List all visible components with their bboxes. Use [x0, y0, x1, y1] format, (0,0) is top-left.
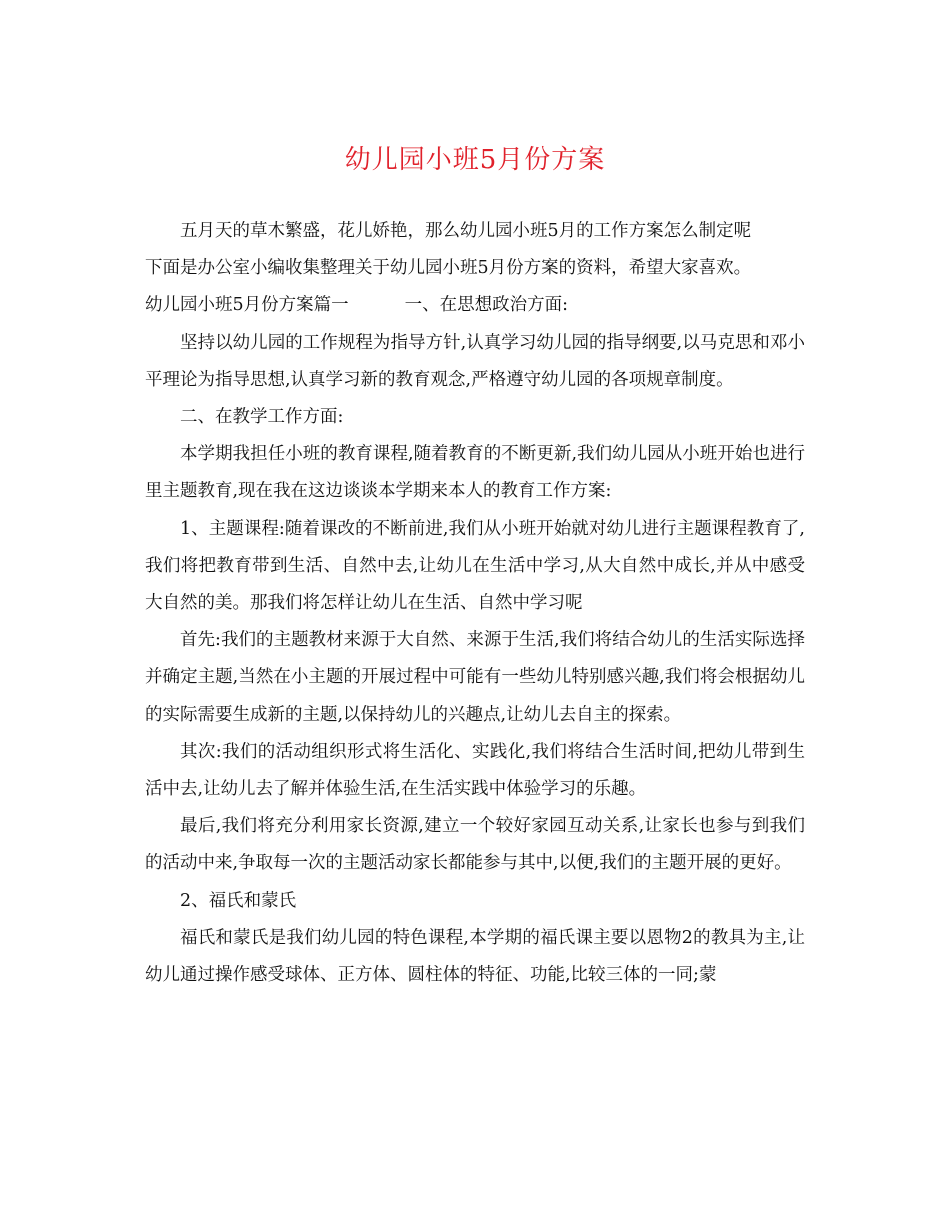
- paragraph: 首先:我们的主题教材来源于大自然、来源于生活,我们将结合幼儿的生活实际选择并确定主题,当然在小主题的开展过程中可能有一些幼儿特别感兴趣,我们将会根据幼儿的实际需要生成新的主题,以保持幼儿的兴趣点,让幼儿去自主的探索。: [145, 630, 805, 725]
- intro-line-1: 五月天的草木繁盛，花儿娇艳，那么幼儿园小班5月的工作方案怎么制定呢: [180, 221, 752, 241]
- heading-teaching: 二、在教学工作方面:: [180, 407, 344, 428]
- heading-montessori: 2、福氏和蒙氏: [180, 890, 297, 911]
- document-title: 幼儿园小班5月份方案: [344, 145, 606, 175]
- paragraph: 1、主题课程:随着课改的不断前进,我们从小班开始就对幼儿进行主题课程教育了,我们将把教育带到生活、自然中去,让幼儿在生活中学习,从大自然中成长,并从中感受大自然的美。那我们将怎样让幼儿在生活、自然中学习呢: [145, 518, 805, 614]
- paragraph: 最后,我们将充分利用家长资源,建立一个较好家园互动关系,让家长也参与到我们的活动中来,争取每一次的主题活动家长都能参与其中,以便,我们的主题开展的更好。: [145, 816, 805, 874]
- section-title: 幼儿园小班5月份方案篇一: [145, 295, 349, 316]
- paragraph: 福氏和蒙氏是我们幼儿园的特色课程,本学期的福氏课主要以恩物2的教具为主,让幼儿通过操作感受球体、正方体、圆柱体的特征、功能,比较三体的一同;蒙: [145, 927, 805, 986]
- paragraph: 坚持以幼儿园的工作规程为指导方针,认真学习幼儿园的指导纲要,以马克思和邓小平理论为指导思想,认真学习新的教育观念,严格遵守幼儿园的各项规章制度。: [145, 332, 805, 390]
- section-heading-politics: 一、在思想政治方面:: [404, 295, 569, 316]
- paragraph: 本学期我担任小班的教育课程,随着教育的不断更新,我们幼儿园从小班开始也进行里主题教育,现在我在这边谈谈本学期来本人的教育工作方案:: [145, 444, 805, 502]
- intro-line-2: 下面是办公室小编收集整理关于幼儿园小班5月份方案的资料，希望大家喜欢。: [145, 258, 752, 279]
- paragraph: 其次:我们的活动组织形式将生活化、实践化,我们将结合生活时间,把幼儿带到生活中去,让幼儿去了解并体验生活,在生活实践中体验学习的乐趣。: [145, 741, 805, 800]
- section-line: [145, 287, 805, 324]
- document-body: [145, 213, 805, 994]
